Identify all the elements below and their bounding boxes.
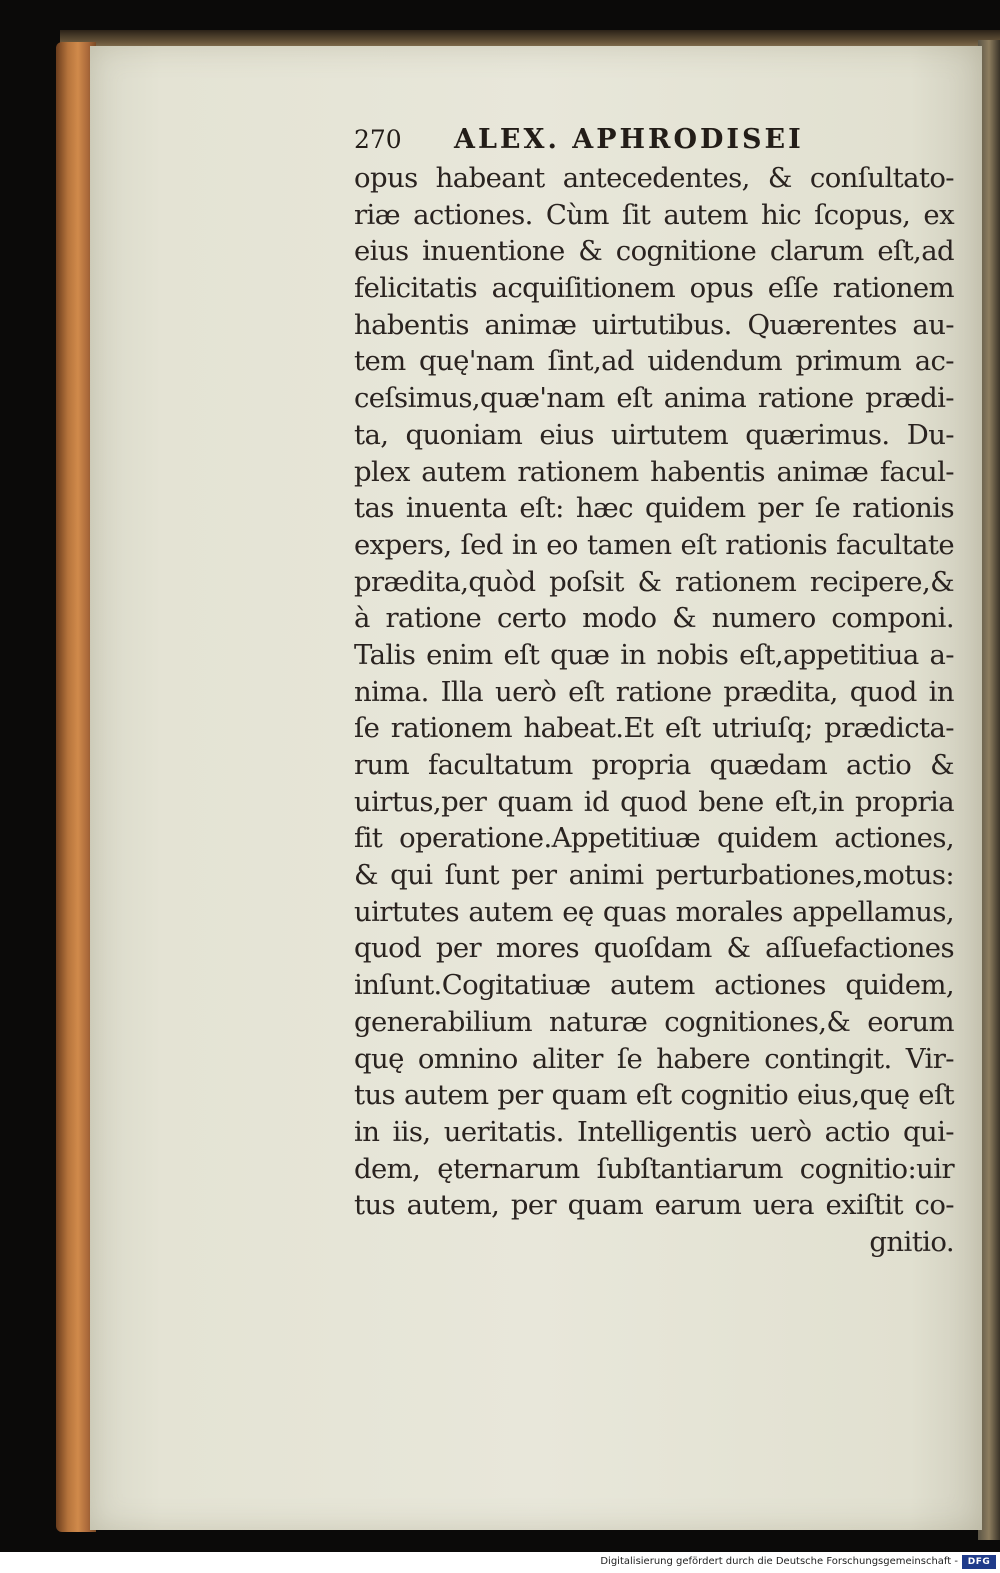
- text-block: [354, 124, 954, 1261]
- text-line: uirtus,per quam id quod bene eſt,in propria: [354, 785, 954, 818]
- text-line: habentis animæ uirtutibus. Quærentes au-: [354, 308, 954, 341]
- text-line: felicitatis acquiſitionem opus eſſe rationem: [354, 272, 954, 305]
- text-line: eius inuentione & cognitione clarum eſt,ad: [354, 235, 954, 268]
- text-line: ceſsimus,quæ'nam eſt anima ratione prædi-: [354, 382, 954, 415]
- running-head-title: ALEX. APHRODISEI: [454, 124, 804, 155]
- page-number: 270: [354, 125, 402, 154]
- text-line: plex autem rationem habentis animæ facul-: [354, 455, 954, 488]
- text-line: dem, ęternarum ſubſtantiarum cognitio:uir: [354, 1152, 954, 1185]
- text-line: prædita,quòd poſsit & rationem recipere,&: [354, 565, 954, 598]
- funding-credit: Digitalisierung gefördert durch die Deutsche Forschungsgemeinschaft -: [600, 1556, 958, 1567]
- text-line: tus autem per quam eſt cognitio eius,quę eſt: [354, 1079, 954, 1112]
- text-line: ta, quoniam eius uirtutem quærimus. Du-: [354, 418, 954, 451]
- text-line: opus habeant antecedentes, & conſultato-: [354, 162, 954, 194]
- text-line: & qui ſunt per animi perturbationes,motus:: [354, 859, 954, 892]
- text-line: fit operatione.Appetitiuæ quidem actiones,: [354, 822, 954, 855]
- text-line: tem quę'nam ſint,ad uidendum primum ac-: [354, 345, 954, 378]
- running-head: [354, 124, 954, 158]
- text-line: ſe rationem habeat.Et eſt utriuſq; prædicta-: [354, 712, 954, 745]
- text-line: quę omnino aliter ſe habere contingit. Vir-: [354, 1042, 954, 1075]
- text-line: in iis, ueritatis. Intelligentis uerò actio qui-: [354, 1115, 954, 1148]
- text-line: inſunt.Cogitatiuæ autem actiones quidem,: [354, 969, 954, 1002]
- digitization-footer: [0, 1552, 1000, 1573]
- text-line: nima. Illa uerò eſt ratione prædita, quod in: [354, 675, 954, 708]
- text-line: uirtutes autem eę quas morales appellamus,: [354, 895, 954, 928]
- book-page: [90, 46, 982, 1530]
- text-line: quod per mores quoſdam & aſſuefactiones: [354, 932, 954, 965]
- text-line: expers, ſed in eo tamen eſt rationis facultate: [354, 528, 954, 561]
- text-line: generabilium naturæ cognitiones,& eorum: [354, 1005, 954, 1038]
- text-line: à ratione certo modo & numero componi.: [354, 602, 954, 635]
- text-line: tus autem, per quam earum uera exiſtit co-: [354, 1189, 954, 1222]
- text-line: gnitio.: [869, 1225, 954, 1258]
- text-line: tas inuenta eſt: hæc quidem per ſe rationis: [354, 492, 954, 525]
- text-line: Talis enim eſt quæ in nobis eſt,appetitiua a-: [354, 638, 954, 671]
- dfg-logo: DFG: [962, 1555, 996, 1569]
- text-line: rum facultatum propria quædam actio &: [354, 749, 954, 781]
- text-line: riæ actiones. Cùm ſit autem hic ſcopus, ex: [354, 198, 954, 231]
